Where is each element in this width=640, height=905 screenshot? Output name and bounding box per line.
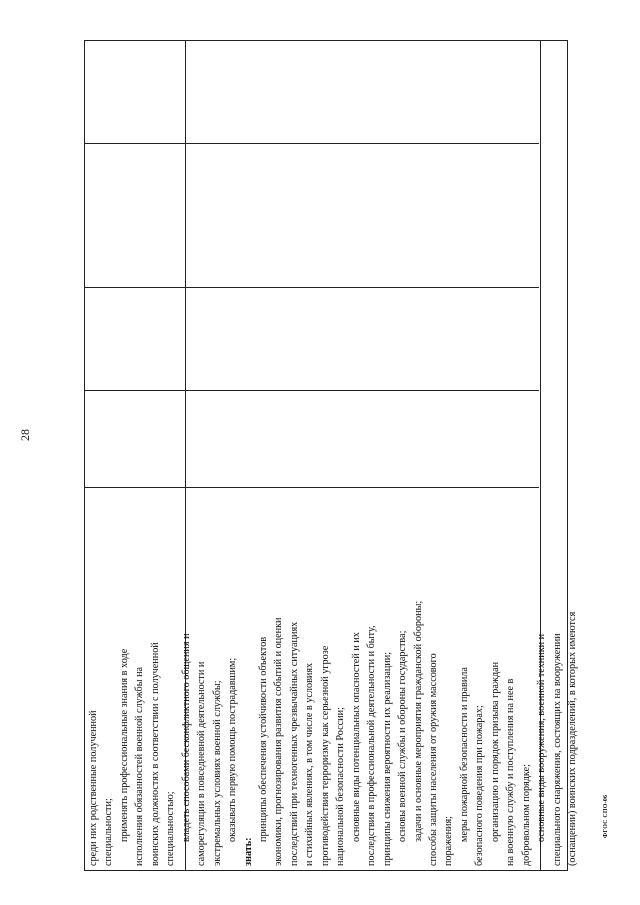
text-line: противодействия терроризму как серьезной угрозе — [319, 645, 331, 866]
text-line: специальностью; — [165, 791, 177, 866]
page-number: 28 — [18, 429, 32, 441]
text-line: применять профессиональные знания в ходе — [118, 648, 130, 842]
text-line: среди них родственные полученной — [88, 710, 99, 866]
text-line: меры пожарной безопасности и правила — [458, 667, 470, 842]
text-line: владеть способами бесконфликтного общения и — [180, 633, 192, 842]
text-line: на военную службу и поступления на нее в — [505, 678, 517, 866]
text-line: поражения; — [443, 815, 455, 866]
text-line: последствий при техногенных чрезвычайных ситуациях — [288, 621, 300, 866]
text-line: воинских должностях в соответствии с полученной — [149, 642, 161, 866]
text-line: специального снаряжения, состоящих на вооружении — [551, 633, 563, 866]
footer-code: ФГОС СПО-06 — [603, 794, 609, 838]
text-line: саморегуляции в повседневной деятельности и — [196, 661, 208, 866]
text-line: оказывать первую помощь пострадавшим; — [227, 657, 239, 842]
text-line: основные виды вооружения, военной техники и — [536, 633, 548, 842]
text-line: организацию и порядок призыва граждан — [489, 661, 501, 842]
text-line: и стихийных явлениях, в том числе в условиях — [304, 662, 316, 866]
text-line: основные виды потенциальных опасностей и их — [350, 632, 362, 842]
text-line: принципы обеспечения устойчивости объектов — [257, 636, 269, 842]
table-text-cell — [86, 43, 579, 869]
text-line: экономики, прогнозирования развития событий и оценки — [273, 617, 285, 866]
text-line: способы защиты населения от оружия массового — [427, 653, 439, 866]
text-line: исполнения обязанностей военной службы на — [134, 666, 146, 866]
text-line: (оснащении) воинских подразделений, в которых имеются — [567, 611, 579, 866]
text-line: национальной безопасности России; — [335, 707, 347, 866]
text-line: задачи и основные мероприятия гражданской обороны; — [412, 600, 424, 842]
text-line: специальности; — [103, 798, 115, 866]
text-line: безопасного поведения при пожарах; — [474, 705, 486, 866]
text-line: основы военной службы и обороны государства; — [397, 630, 409, 842]
text-line: принципы снижения вероятности их реализации; — [381, 651, 393, 866]
text-line: знать: — [242, 837, 254, 866]
text-line: добровольном порядке; — [520, 764, 532, 866]
text-line: экстремальных условиях военной службы; — [211, 680, 223, 866]
text-line: последствия в профессиональной деятельности и быту, — [366, 625, 378, 866]
